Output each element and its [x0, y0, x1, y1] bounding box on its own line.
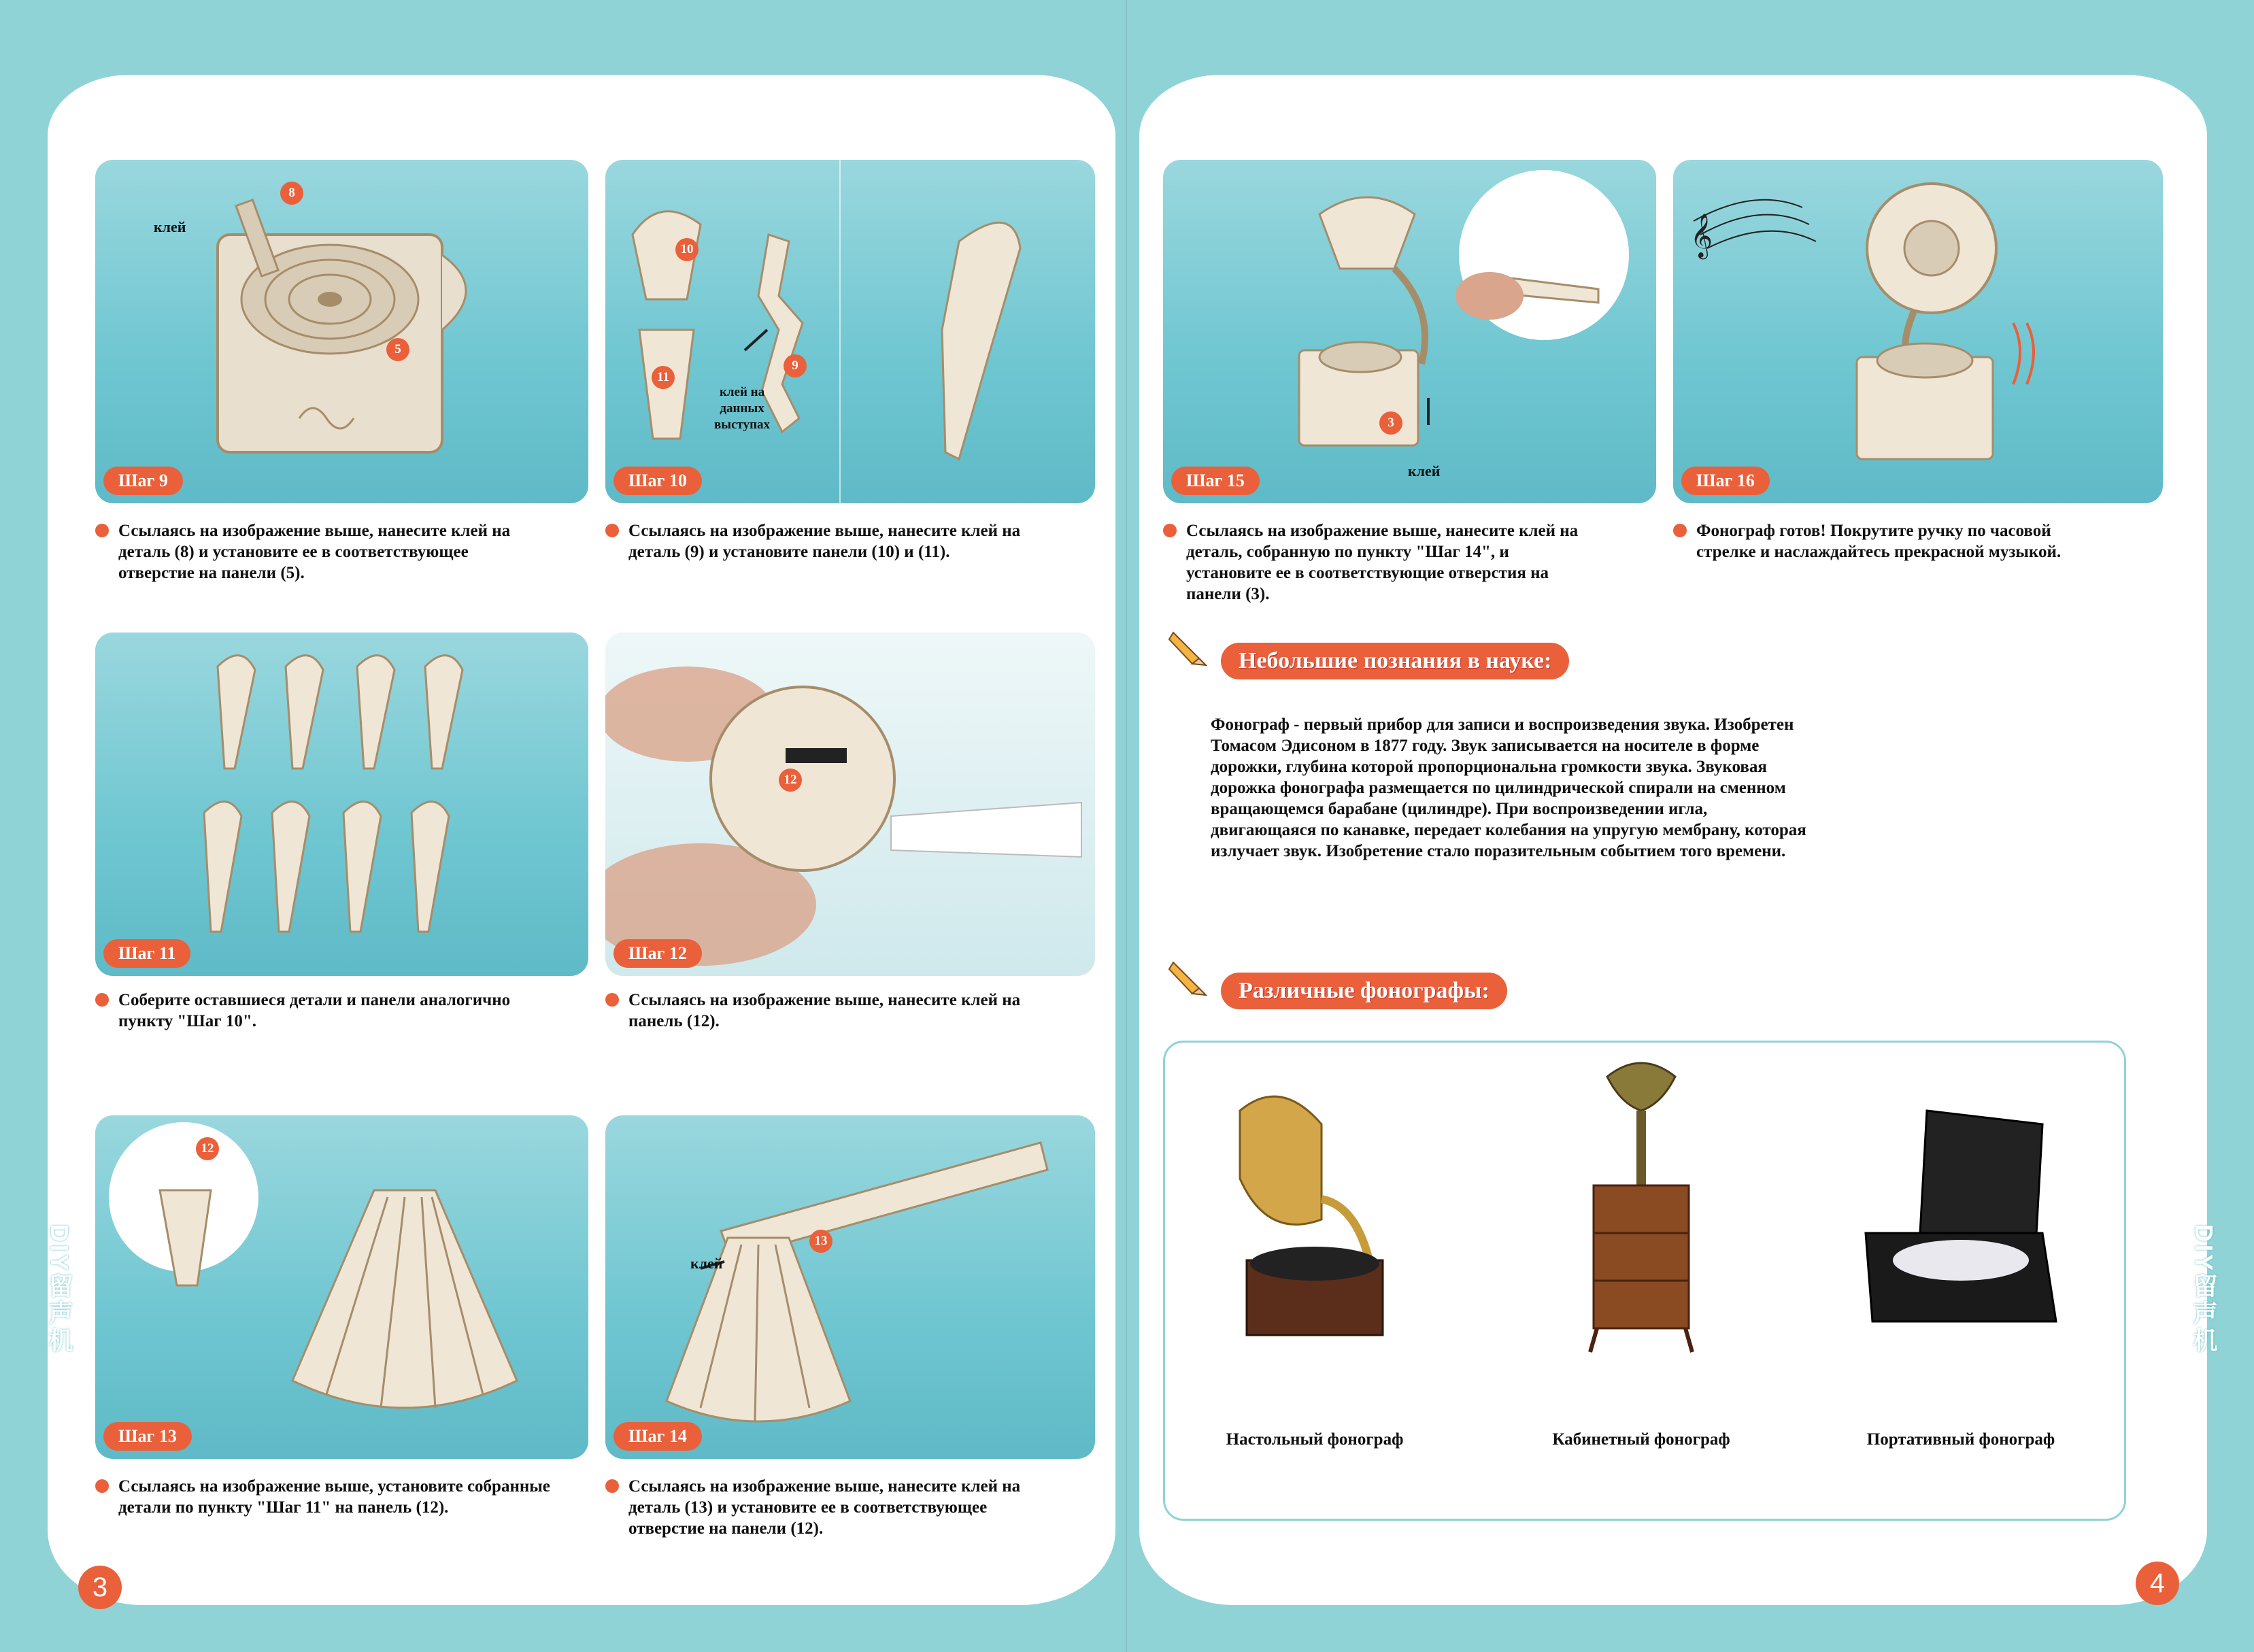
step-10-caption: Ссылаясь на изображение выше, нанесите клей на деталь (9) и установите панели (10) и (11). — [605, 520, 1020, 562]
portable-phonograph-label: Портативный фонограф — [1866, 1430, 2055, 1449]
table-phonograph-illustration — [1226, 1083, 1403, 1355]
phonograph-types-gallery — [1163, 1041, 2126, 1521]
step-15-caption: Ссылаясь на изображение выше, нанесите клей на деталь, собранную по пункту "Шаг 14", и установите ее в соответствующие отверстия на панели (3). — [1163, 520, 1578, 605]
page-number-left: 3 — [78, 1566, 122, 1609]
part-number-5: 5 — [386, 338, 409, 361]
step-13-caption: Ссылаясь на изображение выше, установите собранные детали по пункту "Шаг 11" на панель (12). — [95, 1476, 550, 1518]
tonearm-parts-illustration — [605, 160, 1095, 503]
step-13-photo — [95, 1115, 588, 1459]
part-number-12: 12 — [196, 1137, 219, 1160]
pencil-icon — [1166, 956, 1207, 996]
part-number-13: 13 — [809, 1230, 832, 1253]
types-section-title: Различные фонографы: — [1221, 973, 1507, 1009]
music-box-base-illustration — [95, 160, 588, 503]
pencil-icon — [1166, 626, 1207, 667]
step-12-photo — [605, 633, 1095, 976]
portable-phonograph-illustration — [1859, 1097, 2063, 1342]
bullet-icon — [95, 1479, 109, 1493]
phonograph-assembly-illustration — [1163, 160, 1656, 503]
bullet-icon — [605, 993, 619, 1007]
assembled-arms-illustration — [95, 633, 588, 976]
cabinet-phonograph-label: Кабинетный фонограф — [1552, 1430, 1730, 1449]
horn-with-tonearm-illustration — [605, 1115, 1095, 1459]
glue-label: клей — [690, 1255, 723, 1272]
cabinet-phonograph-illustration — [1566, 1056, 1716, 1355]
part-number-8: 8 — [280, 182, 303, 205]
step-10-badge: Шаг 10 — [613, 467, 702, 495]
step-14-photo — [605, 1115, 1095, 1459]
step-15-badge: Шаг 15 — [1171, 467, 1260, 495]
horn-assembly-illustration — [95, 1115, 588, 1459]
part-number-10: 10 — [675, 238, 699, 261]
finished-phonograph-illustration — [1673, 160, 2163, 503]
step-11-badge: Шаг 11 — [103, 939, 190, 968]
table-phonograph-label: Настольный фонограф — [1226, 1430, 1404, 1449]
step-14-caption: Ссылаясь на изображение выше, нанесите клей на деталь (13) и установите ее в соответствующее отверстие на панели (12). — [605, 1476, 1020, 1539]
brand-vertical-left: DIY留声机 — [46, 1224, 73, 1355]
step-16-caption: Фонограф готов! Покрутите ручку по часовой стрелке и наслаждайтесь прекрасной музыкой. — [1673, 520, 2061, 562]
part-number-11: 11 — [652, 366, 675, 389]
gear-panel-illustration — [605, 633, 1095, 976]
step-11-caption: Соберите оставшиеся детали и панели аналогично пункту "Шаг 10". — [95, 990, 510, 1032]
center-fold — [1126, 0, 1127, 1652]
glue-label: клей — [1408, 462, 1441, 479]
glue-label: клей — [154, 218, 186, 235]
step-12-caption: Ссылаясь на изображение выше, нанесите клей на панель (12). — [605, 990, 1020, 1032]
step-16-photo — [1673, 160, 2163, 503]
step-12-badge: Шаг 12 — [613, 939, 702, 968]
page-number-right: 4 — [2136, 1562, 2179, 1605]
step-14-badge: Шаг 14 — [613, 1422, 702, 1451]
svg-text:𝄞: 𝄞 — [1690, 214, 1713, 258]
part-number-3: 3 — [1379, 411, 1402, 435]
bullet-icon — [1673, 524, 1687, 537]
bullet-icon — [1163, 524, 1177, 537]
science-text: Фонограф - первый прибор для записи и воспроизведения звука. Изобретен Томасом Эдисоном в 1877 году. Звук записывается на носителе в форме дорожки, глубина которой пропорциональна громкости звука. Звуковая дорожка фонографа размещается по цилиндрической спирали на сменном вращающемся барабане (цилиндре). При воспроизведении игла, двигающаяся по канавке, передает колебания на упругую мембрану, которая излучает звук. Изобретение стало поразительным событием того времени. — [1211, 715, 1806, 860]
step-9-photo — [95, 160, 588, 503]
part-number-12: 12 — [779, 769, 802, 792]
step-13-badge: Шаг 13 — [103, 1422, 192, 1451]
bullet-icon — [605, 1479, 619, 1493]
step-11-photo — [95, 633, 588, 976]
part-number-9: 9 — [784, 354, 807, 377]
bullet-icon — [605, 524, 619, 537]
glue-on-tabs-label: клей на данных выступах — [714, 385, 771, 432]
brand-vertical-right: DIY留声机 — [2190, 1224, 2218, 1355]
step-10-photo — [605, 160, 1095, 503]
step-9-caption: Ссылаясь на изображение выше, нанесите клей на деталь (8) и установите ее в соответствующее отверстие на панели (5). — [95, 520, 510, 584]
bullet-icon — [95, 524, 109, 537]
step-16-badge: Шаг 16 — [1681, 467, 1770, 495]
science-section-title: Небольшие познания в науке: — [1221, 643, 1569, 679]
bullet-icon — [95, 993, 109, 1007]
step-15-photo — [1163, 160, 1656, 503]
step-9-badge: Шаг 9 — [103, 467, 183, 495]
